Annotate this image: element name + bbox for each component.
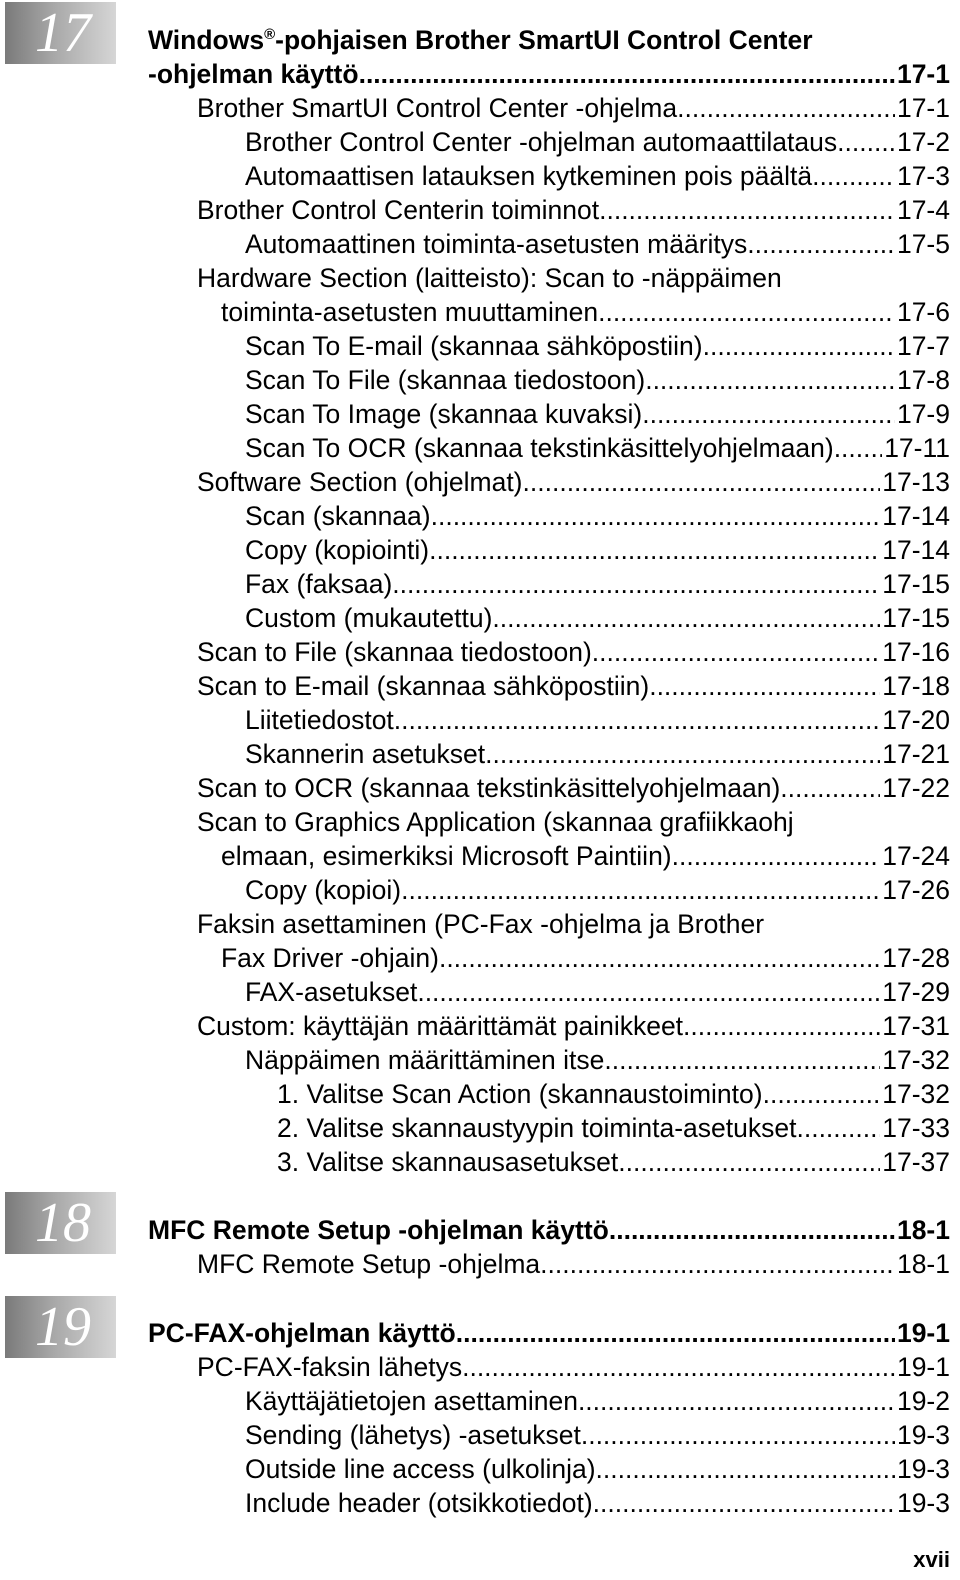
toc-chapter-heading: Windows®-pohjaisen Brother SmartUI Control Center bbox=[148, 25, 813, 55]
toc-entry[interactable]: Brother SmartUI Control Center -ohjelma ..... 17-1 bbox=[197, 91, 950, 125]
toc-entry[interactable]: Liitetiedostot ..... 17-20 bbox=[245, 703, 950, 737]
toc-entry[interactable]: Automaattisen latauksen kytkeminen pois päältä ..... 17-3 bbox=[245, 159, 950, 193]
page-number: xvii bbox=[913, 1547, 950, 1572]
chapter-tab-19 bbox=[5, 1296, 116, 1358]
toc-entry[interactable]: Automaattinen toiminta-asetusten määritys ..... 17-5 bbox=[245, 227, 950, 261]
toc-entry[interactable]: Käyttäjätietojen asettaminen ..... 19-2 bbox=[245, 1384, 950, 1418]
toc-entry[interactable]: Custom: käyttäjän määrittämät painikkeet ..... 17-31 bbox=[197, 1009, 950, 1043]
chapter-tab-18 bbox=[5, 1192, 116, 1254]
toc-entry[interactable]: 1. Valitse Scan Action (skannaustoiminto). ..... 17-32 bbox=[277, 1077, 950, 1111]
toc-entry[interactable]: Scan to File (skannaa tiedostoon) ..... 17-16 bbox=[197, 635, 950, 669]
toc-entry[interactable]: Outside line access (ulkolinja) ..... 19-3 bbox=[245, 1452, 950, 1486]
toc-entry[interactable]: Scan To E-mail (skannaa sähköpostiin) ..... 17-7 bbox=[245, 329, 950, 363]
toc-entry[interactable]: Scan (skannaa) ..... 17-14 bbox=[245, 499, 950, 533]
toc-entry[interactable]: Fax Driver -ohjain) ..... 17-28 bbox=[221, 941, 950, 975]
toc-entry[interactable]: elmaan, esimerkiksi Microsoft Paintiin) ..... 17-24 bbox=[221, 839, 950, 873]
chapter-tab-17 bbox=[5, 2, 116, 64]
toc-chapter-entry[interactable]: MFC Remote Setup -ohjelman käyttö ..... 18-1 bbox=[148, 1213, 950, 1247]
toc-entry[interactable]: Software Section (ohjelmat) ..... 17-13 bbox=[197, 465, 950, 499]
toc-entry[interactable]: PC-FAX-faksin lähetys ..... 19-1 bbox=[197, 1350, 950, 1384]
toc-entry[interactable]: Brother Control Center -ohjelman automaattilataus ..... 17-2 bbox=[245, 125, 950, 159]
toc-entry-wrapped: Scan to Graphics Application (skannaa grafiikkaohj bbox=[197, 807, 794, 837]
toc-entry[interactable]: 3. Valitse skannausasetukset. ..... 17-37 bbox=[277, 1145, 950, 1179]
toc-entry[interactable]: Näppäimen määrittäminen itse ..... 17-32 bbox=[245, 1043, 950, 1077]
chapter-number: 18 bbox=[35, 1192, 91, 1254]
toc-entry[interactable]: Scan To OCR (skannaa tekstinkäsittelyohjelmaan) ..... 17-11 bbox=[245, 431, 950, 465]
toc-entry[interactable]: Sending (lähetys) -asetukset ..... 19-3 bbox=[245, 1418, 950, 1452]
toc-entry[interactable]: Brother Control Centerin toiminnot ..... 17-4 bbox=[197, 193, 950, 227]
toc-entry[interactable]: FAX-asetukset ..... 17-29 bbox=[245, 975, 950, 1009]
toc-entry-wrapped: Faksin asettaminen (PC-Fax -ohjelma ja Brother bbox=[197, 909, 765, 939]
toc-entry[interactable]: Scan to OCR (skannaa tekstinkäsittelyohjelmaan) ..... 17-22 bbox=[197, 771, 950, 805]
toc-entry[interactable]: Scan To File (skannaa tiedostoon) ..... 17-8 bbox=[245, 363, 950, 397]
toc-entry[interactable]: MFC Remote Setup -ohjelma ..... 18-1 bbox=[197, 1247, 950, 1281]
chapter-number: 19 bbox=[35, 1296, 91, 1358]
toc-entry[interactable]: Copy (kopiointi) ..... 17-14 bbox=[245, 533, 950, 567]
toc-entry[interactable]: Scan to E-mail (skannaa sähköpostiin) ..... 17-18 bbox=[197, 669, 950, 703]
toc-chapter-entry[interactable]: -ohjelman käyttö ..... 17-1 bbox=[148, 57, 950, 91]
toc-entry[interactable]: 2. Valitse skannaustyypin toiminta-asetukset. ..... 17-33 bbox=[277, 1111, 950, 1145]
toc-entry[interactable]: Fax (faksaa) ..... 17-15 bbox=[245, 567, 950, 601]
toc-entry[interactable]: Scan To Image (skannaa kuvaksi) ..... 17-9 bbox=[245, 397, 950, 431]
toc-entry[interactable]: Skannerin asetukset ..... 17-21 bbox=[245, 737, 950, 771]
toc-entry-wrapped: Hardware Section (laitteisto): Scan to -näppäimen bbox=[197, 263, 782, 293]
toc-entry[interactable]: Custom (mukautettu) ..... 17-15 bbox=[245, 601, 950, 635]
toc-entry[interactable]: Include header (otsikkotiedot) ..... 19-3 bbox=[245, 1486, 950, 1520]
toc-entry[interactable]: toiminta-asetusten muuttaminen ..... 17-6 bbox=[221, 295, 950, 329]
toc-entry[interactable]: Copy (kopioi) ..... 17-26 bbox=[245, 873, 950, 907]
chapter-number: 17 bbox=[35, 2, 91, 64]
toc-chapter-entry[interactable]: PC-FAX-ohjelman käyttö ..... 19-1 bbox=[148, 1316, 950, 1350]
